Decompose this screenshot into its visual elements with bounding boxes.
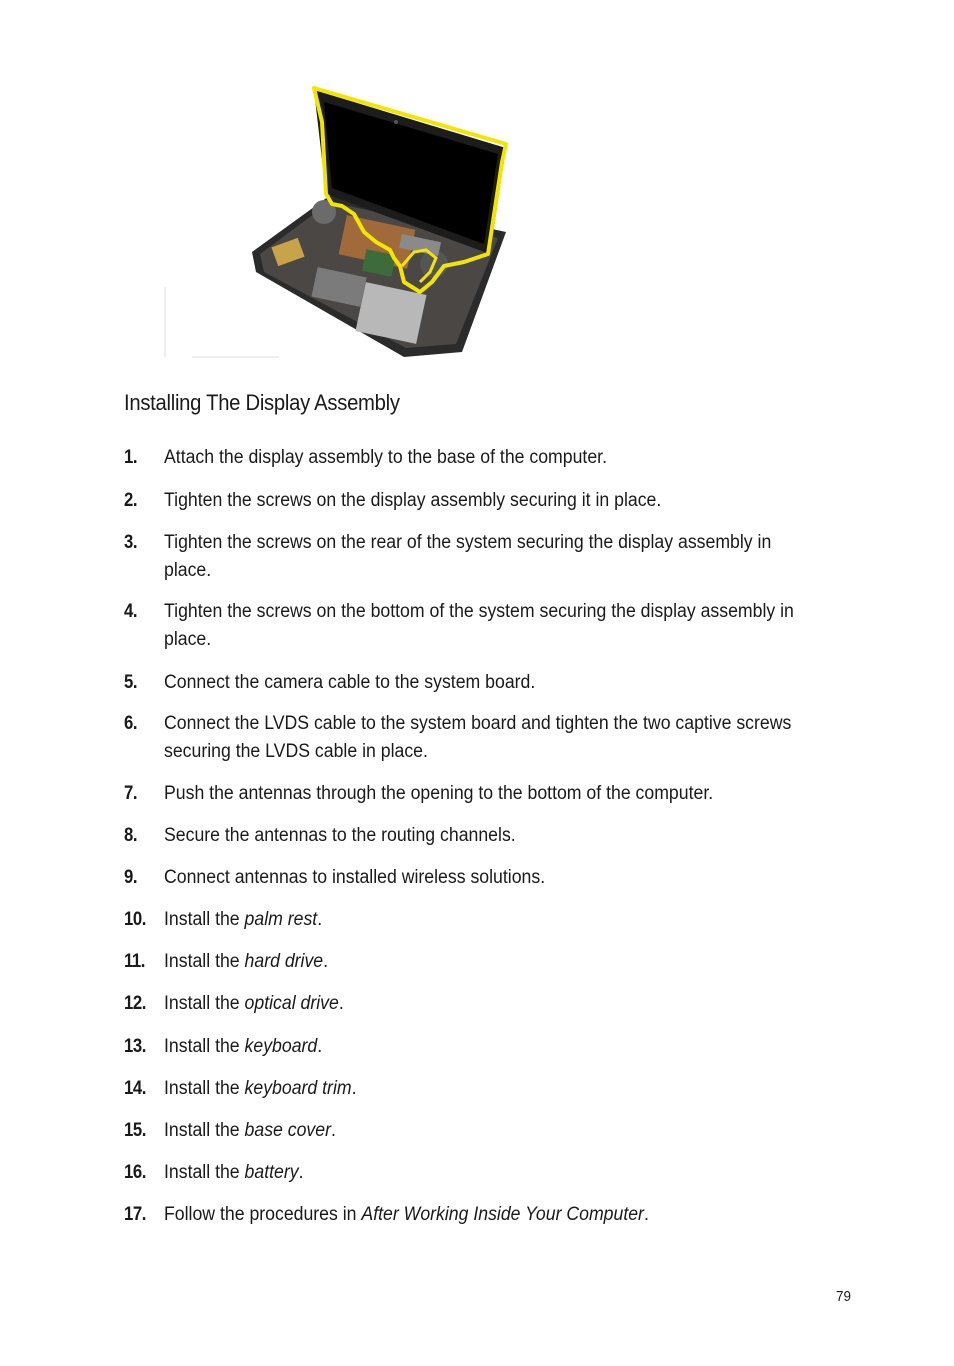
step-text (164, 529, 806, 585)
step-text-segment: Attach the display assembly to the base of the computer. (164, 447, 607, 468)
step-text-segment: Install the (164, 1036, 245, 1057)
step-item (124, 1075, 904, 1103)
step-text (164, 1159, 806, 1187)
step-item (124, 444, 904, 472)
step-text-segment: Follow the procedures in (164, 1204, 362, 1225)
step-text (164, 1075, 806, 1103)
step-number: 15. (124, 1120, 146, 1141)
step-item (124, 948, 904, 976)
step-text (164, 487, 806, 515)
step-text-segment: Tighten the screws on the rear of the system securing the display assembly in place. (164, 532, 772, 581)
step-item (124, 906, 904, 934)
step-text (164, 669, 806, 697)
step-text (164, 990, 806, 1018)
step-text-segment: . (317, 1036, 323, 1057)
step-item (124, 1117, 904, 1145)
step-item (124, 864, 904, 892)
step-reference: base cover (244, 1120, 331, 1141)
step-text-segment: . (298, 1162, 304, 1183)
step-number: 1. (124, 447, 138, 468)
step-reference: battery (244, 1162, 299, 1183)
step-number: 4. (124, 601, 138, 622)
step-number: 13. (124, 1036, 146, 1057)
step-text-segment: Connect the camera cable to the system board. (164, 672, 536, 693)
step-text (164, 822, 806, 850)
step-number: 7. (124, 783, 138, 804)
section-heading: Installing The Display Assembly (124, 390, 400, 415)
step-number: 17. (124, 1204, 146, 1225)
step-number: 2. (124, 490, 138, 511)
step-reference: palm rest (244, 909, 318, 930)
step-text (164, 1201, 806, 1229)
step-text-segment: Install the (164, 1162, 245, 1183)
step-number: 3. (124, 532, 138, 553)
page-number: 79 (836, 1288, 852, 1305)
step-text-segment: Push the antennas through the opening to the bottom of the computer. (164, 783, 714, 804)
step-text-segment: Secure the antennas to the routing channels. (164, 825, 516, 846)
step-text-segment: Install the (164, 1120, 245, 1141)
step-reference: After Working Inside Your Computer (361, 1204, 644, 1225)
step-number: 11. (124, 951, 146, 972)
step-text (164, 710, 806, 766)
step-number: 8. (124, 825, 138, 846)
display-assembly-figure (164, 82, 576, 360)
step-text-segment: . (338, 993, 344, 1014)
step-text (164, 948, 806, 976)
step-item (124, 710, 904, 766)
step-text-segment: Connect antennas to installed wireless solutions. (164, 867, 546, 888)
step-text-segment: . (323, 951, 329, 972)
step-number: 10. (124, 909, 146, 930)
step-text (164, 864, 806, 892)
step-item (124, 822, 904, 850)
step-number: 14. (124, 1078, 146, 1099)
step-reference: optical drive (244, 993, 339, 1014)
step-item (124, 780, 904, 808)
step-text-segment: Install the (164, 993, 245, 1014)
step-text-segment: . (330, 1120, 336, 1141)
step-text-segment: . (643, 1204, 649, 1225)
step-text-segment: Install the (164, 1078, 245, 1099)
step-text (164, 780, 806, 808)
step-text-segment: . (317, 909, 323, 930)
step-reference: keyboard (244, 1036, 318, 1057)
step-text (164, 444, 806, 472)
step-number: 9. (124, 867, 138, 888)
step-number: 16. (124, 1162, 146, 1183)
step-text-segment: . (351, 1078, 357, 1099)
step-item (124, 1033, 904, 1061)
step-item (124, 487, 904, 515)
step-text-segment: Tighten the screws on the bottom of the system securing the display assembly in place. (164, 601, 794, 650)
step-text-segment: Install the (164, 951, 245, 972)
step-text (164, 906, 806, 934)
step-text (164, 1117, 806, 1145)
step-item (124, 1201, 904, 1229)
step-text (164, 1033, 806, 1061)
step-item (124, 990, 904, 1018)
step-text-segment: Tighten the screws on the display assembly securing it in place. (164, 490, 662, 511)
step-item (124, 1159, 904, 1187)
step-text-segment: Install the (164, 909, 245, 930)
step-number: 6. (124, 713, 138, 734)
step-reference: hard drive (244, 951, 324, 972)
step-number: 5. (124, 672, 138, 693)
step-item (124, 598, 904, 654)
step-number: 12. (124, 993, 146, 1014)
step-item (124, 669, 904, 697)
step-text-segment: Connect the LVDS cable to the system board and tighten the two captive screws securing the LVDS cable in place. (164, 713, 792, 762)
step-item (124, 529, 904, 585)
step-text (164, 598, 806, 654)
step-reference: keyboard trim (244, 1078, 352, 1099)
